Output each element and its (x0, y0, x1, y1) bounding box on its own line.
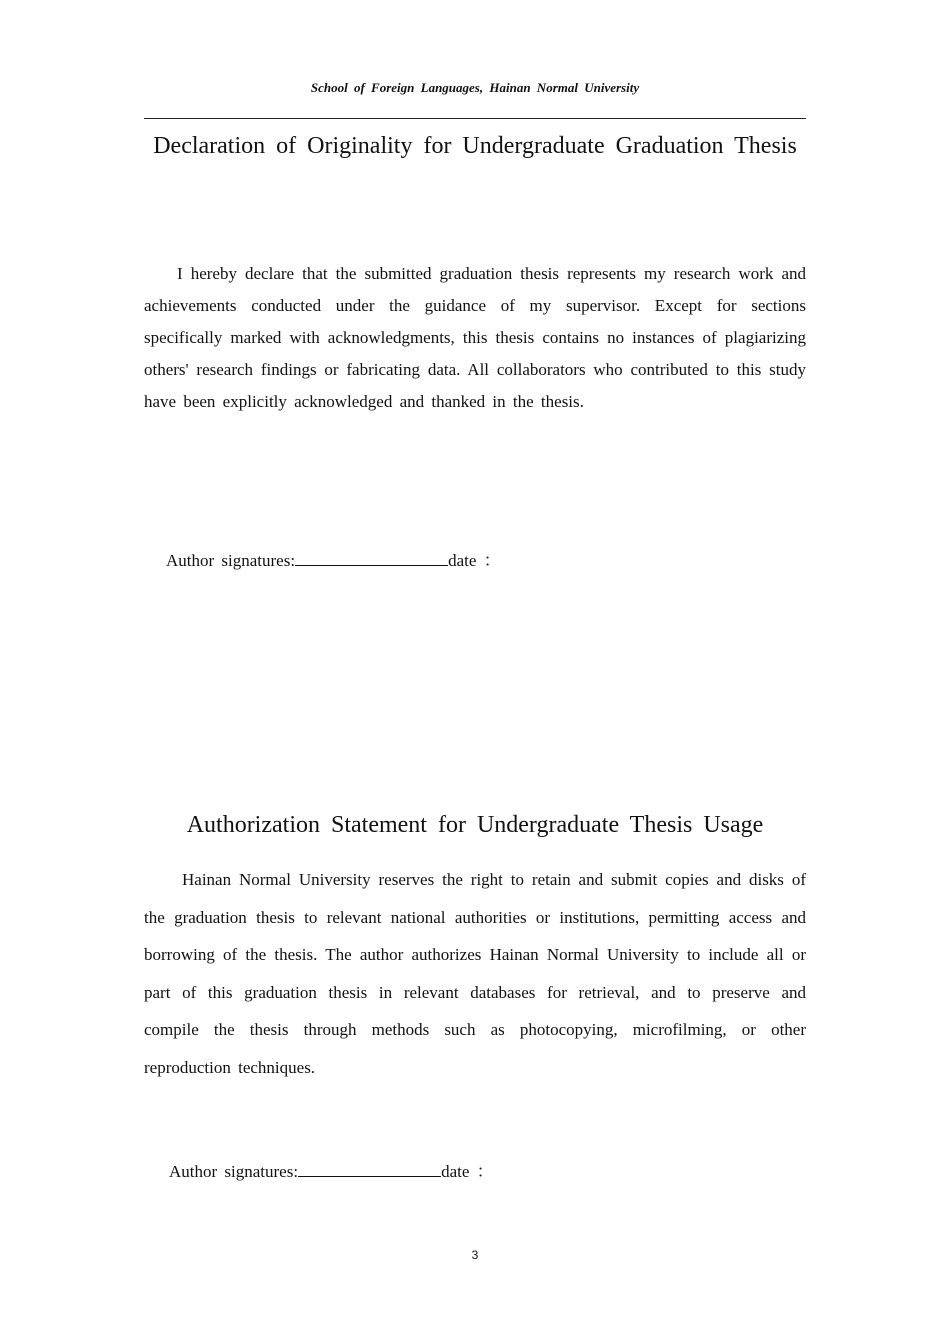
authorization-signature-line (169, 1161, 494, 1183)
declaration-body: I hereby declare that the submitted graduation thesis represents my research work and achievements conducted under the guidance of my supervisor. Except for sections specifically marked with acknowledgments, this thesis contains no instances of plagiarizing others' research findings or fabricating data. All collaborators who contributed to this study have been explicitly acknowledged and thanked in the thesis. (144, 264, 806, 411)
authorization-body: Hainan Normal University reserves the right to retain and submit copies and disks of the graduation thesis to relevant national authorities or institutions, permitting access and borrowing of the thesis. The author authorizes Hainan Normal University to include all or part of this graduation thesis in relevant databases for retrieval, and to preserve and compile the thesis through methods such as photocopying, microfilming, or other reproduction techniques. (144, 870, 806, 1077)
authorization-title: Authorization Statement for Undergraduate Thesis Usage (186, 812, 764, 838)
header-divider (144, 118, 806, 119)
page-number: 3 (471, 1248, 479, 1262)
signature-label: Author signatures: (166, 551, 296, 570)
signature-blank (295, 551, 448, 566)
date-label: date ： (448, 551, 501, 570)
signature-blank (298, 1162, 441, 1177)
date-label: date ： (441, 1162, 494, 1181)
signature-label: Author signatures: (169, 1162, 299, 1181)
declaration-signature-line (166, 550, 501, 572)
declaration-title: Declaration of Originality for Undergraduate Graduation Thesis (153, 133, 797, 159)
running-header: School of Foreign Languages, Hainan Normal University (310, 80, 640, 95)
